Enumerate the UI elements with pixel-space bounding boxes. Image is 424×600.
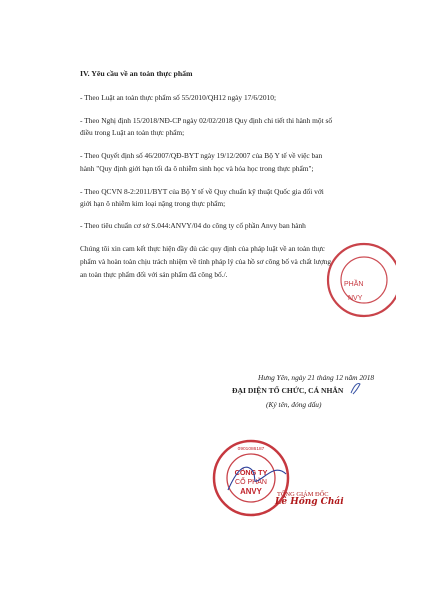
- commitment-line: Chúng tôi xin cam kết thực hiện đầy đủ các quy định của pháp luật về an toàn thực: [80, 244, 325, 253]
- commitment-line: an toàn thực phẩm đối với sản phẩm đã công bố./.: [80, 270, 228, 279]
- stamp-line: CÔNG TY: [234, 468, 268, 477]
- pen-flourish: [348, 380, 364, 396]
- regulation-line: - Theo tiêu chuẩn cơ sở S.044:ANVY/04 do công ty cổ phần Anvy ban hành: [80, 221, 306, 230]
- commitment-line: phẩm và hoàn toàn chịu trách nhiệm về tính pháp lý của hồ sơ công bố và chất lượng: [80, 257, 332, 266]
- regulation-line: - Theo QCVN 8-2:2011/BYT của Bộ Y tế về Quy chuẩn kỹ thuật Quốc gia đối với: [80, 187, 324, 196]
- partial-stamp-text: PHẦN: [344, 281, 364, 288]
- regulation-line: điều trong Luật an toàn thực phẩm;: [80, 128, 185, 137]
- person-name: Lê Hồng Chái: [275, 497, 344, 507]
- regulation-line: - Theo Nghị định 15/2018/NĐ-CP ngày 02/02/2018 Quy định chi tiết thi hành một số: [80, 116, 333, 125]
- section-heading: IV. Yêu cầu về an toàn thực phẩm: [80, 69, 193, 78]
- regulation-line: hành "Quy định giới hạn tối đa ô nhiễm sinh học và hóa học trong thực phẩm";: [80, 164, 314, 173]
- regulation-line: - Theo Luật an toàn thực phẩm số 55/2010/QH12 ngày 17/6/2010;: [80, 93, 276, 102]
- stamp-code: 0901086187: [237, 447, 265, 452]
- regulation-line: giới hạn ô nhiễm kim loại nặng trong thực phẩm;: [80, 199, 226, 208]
- representative-title: ĐẠI DIỆN TỔ CHỨC, CÁ NHÂN: [232, 386, 344, 395]
- sign-hint: (Ký tên, đóng dấu): [266, 400, 322, 409]
- partial-company-stamp: [326, 236, 396, 326]
- person-title: TỔNG GIÁM ĐỐC: [277, 491, 329, 498]
- place-date: Hưng Yên, ngày 21 tháng 12 năm 2018: [258, 373, 375, 382]
- regulation-line: - Theo Quyết định số 46/2007/QĐ-BYT ngày 19/12/2007 của Bộ Y tế về việc ban: [80, 151, 323, 160]
- stamp-line: ANVY: [240, 487, 262, 496]
- stamp-line: CỔ PHẦN: [235, 479, 267, 486]
- partial-stamp-text: NVY: [348, 295, 363, 302]
